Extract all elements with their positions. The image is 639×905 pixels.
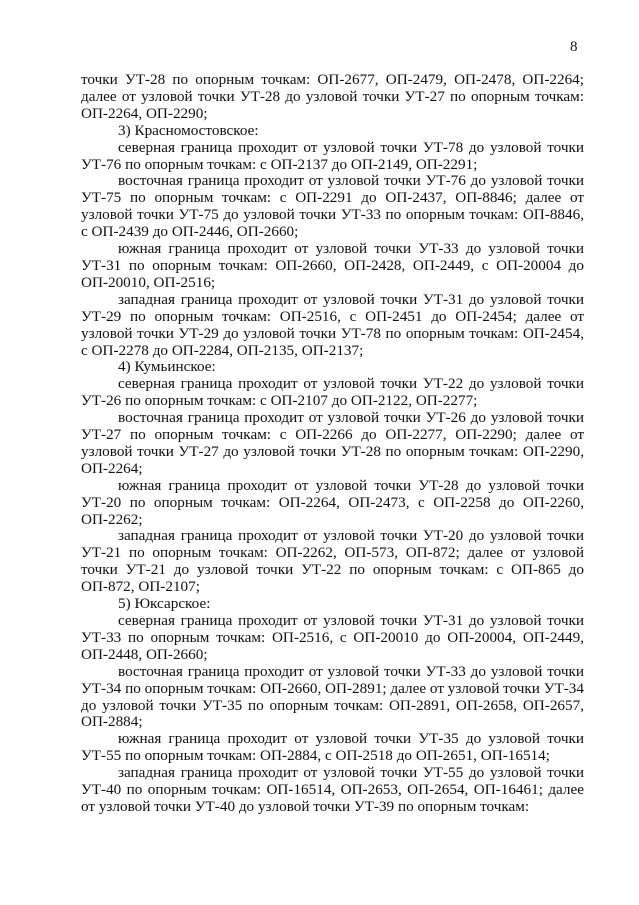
paragraph-north-boundary: северная граница проходит от узловой точки УТ-78 до узловой точки УТ-76 по опорным точкам: с ОП-2137 до ОП-2149, ОП-2291; [81,138,584,173]
paragraph-east-boundary: восточная граница проходит от узловой точки УТ-26 до узловой точки УТ-27 по опорным точкам: с ОП-2266 до ОП-2277, ОП-2290; далее от узловой точки УТ-27 до узловой точки УТ-28 по опорным точкам: ОП-2290, ОП-2264; [81,409,584,477]
paragraph-north-boundary: северная граница проходит от узловой точки УТ-22 до узловой точки УТ-26 по опорным точкам: с ОП-2107 до ОП-2122, ОП-2277; [81,375,584,410]
paragraph-west-boundary: западная граница проходит от узловой точки УТ-31 до узловой точки УТ-29 по опорным точкам: ОП-2516, с ОП-2451 до ОП-2454; далее от узловой точки УТ-29 до узловой точки УТ-78 по опорным точкам: ОП-2454, с ОП-2278 до ОП-2284, ОП-2135, ОП-2137; [81,290,584,359]
page-number: 8 [570,39,578,55]
paragraph-west-boundary: западная граница проходит от узловой точки УТ-55 до узловой точки УТ-40 по опорным точкам: ОП-16514, ОП-2653, ОП-2654, ОП-16461; далее от узловой точки УТ-40 до узловой точки УТ-39 по опорным точкам: [81,764,584,815]
paragraph-east-boundary: восточная граница проходит от узловой точки УТ-76 до узловой точки УТ-75 по опорным точкам: с ОП-2291 до ОП-2437, ОП-8846; далее от узловой точки УТ-75 до узловой точки УТ-33 по опорным точкам: ОП-8846, с ОП-2439 до ОП-2446, ОП-2660; [81,172,584,241]
paragraph-north-boundary: северная граница проходит от узловой точки УТ-31 до узловой точки УТ-33 по опорным точкам: ОП-2516, с ОП-20010 до ОП-20004, ОП-2449, ОП-2448, ОП-2660; [81,612,584,663]
document-body [81,72,584,816]
paragraph-continuation: точки УТ-28 по опорным точкам: ОП-2677, ОП-2479, ОП-2478, ОП-2264; далее от узловой точки УТ-28 до узловой точки УТ-27 по опорным точкам: ОП-2264, ОП-2290; [81,71,584,122]
section-heading-yuksarskoe: 5) Юксарское: [118,595,211,613]
paragraph-south-boundary: южная граница проходит от узловой точки УТ-33 до узловой точки УТ-31 по опорным точкам: ОП-2660, ОП-2428, ОП-2449, с ОП-20004 до ОП-20010, ОП-2516; [81,240,584,291]
section-heading-kumyinskoe: 4) Кумьинское: [118,358,216,376]
paragraph-east-boundary: восточная граница проходит от узловой точки УТ-33 до узловой точки УТ-34 по опорным точкам: ОП-2660, ОП-2891; далее от узловой точки УТ-34 до узловой точки УТ-35 по опорным точкам: ОП-2891, ОП-2658, ОП-2657, ОП-2884; [81,662,584,731]
section-heading-krasnomostovskoe: 3) Красномостовское: [118,121,259,139]
paragraph-south-boundary: южная граница проходит от узловой точки УТ-35 до узловой точки УТ-55 по опорным точкам: ОП-2884, с ОП-2518 до ОП-2651, ОП-16514; [81,730,584,765]
paragraph-south-boundary: южная граница проходит от узловой точки УТ-28 до узловой точки УТ-20 по опорным точкам: ОП-2264, ОП-2473, с ОП-2258 до ОП-2260, ОП-2262; [81,476,584,528]
paragraph-west-boundary: западная граница проходит от узловой точки УТ-20 до узловой точки УТ-21 по опорным точкам: ОП-2262, ОП-573, ОП-872; далее от узловой точки УТ-21 до узловой точки УТ-22 по опорным точкам: с ОП-865 до ОП-872, ОП-2107; [81,527,584,596]
